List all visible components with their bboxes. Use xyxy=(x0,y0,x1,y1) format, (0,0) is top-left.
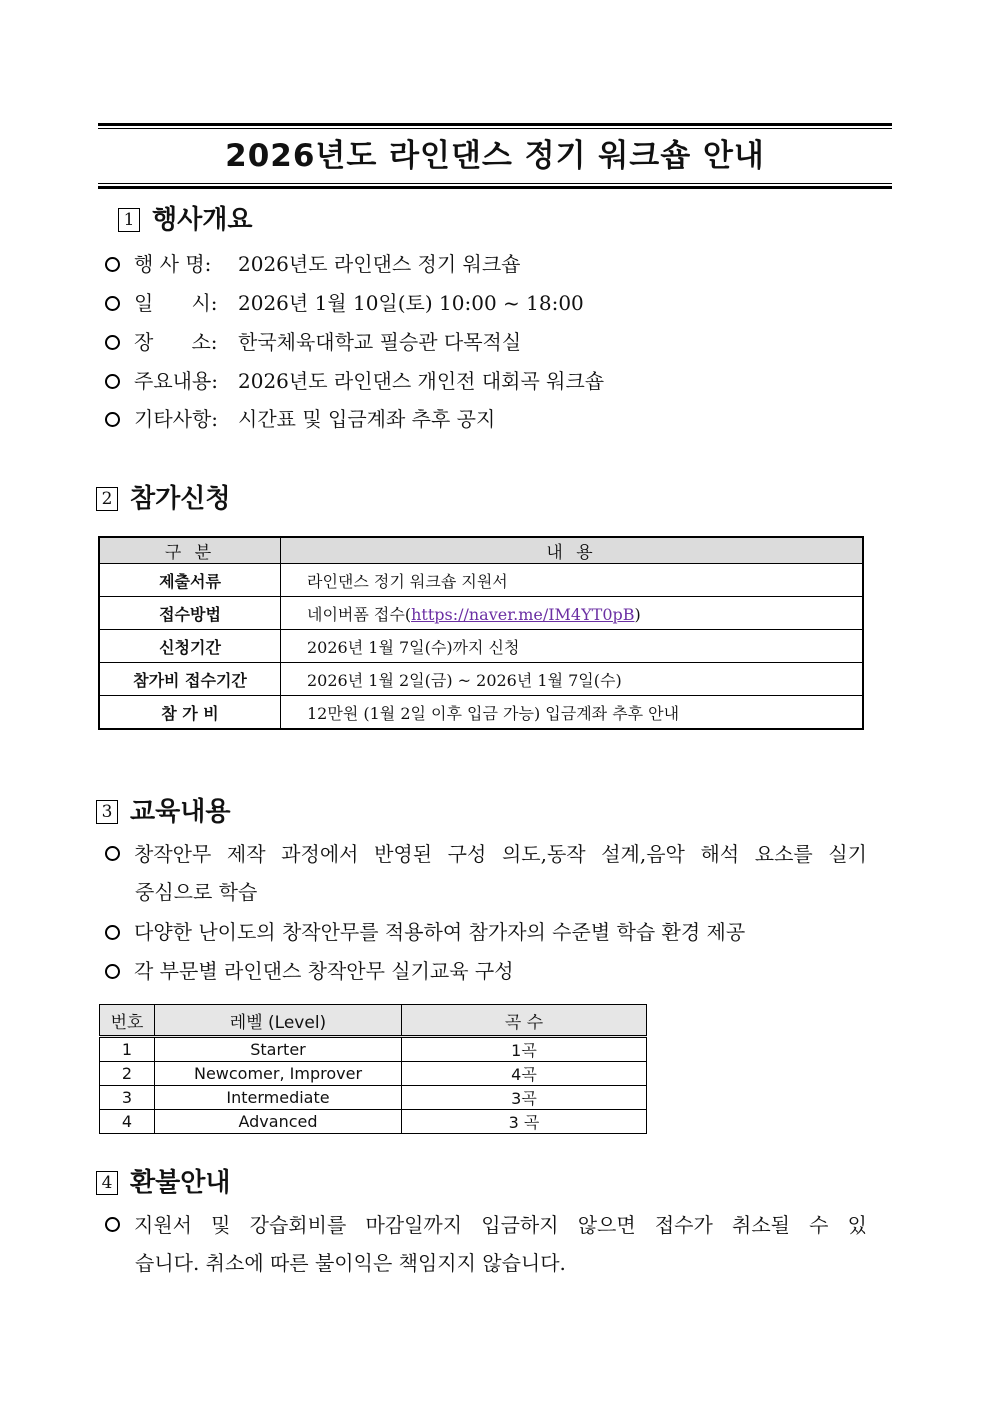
row-key: 제출서류 xyxy=(99,564,281,597)
cell-count: 3곡 xyxy=(402,1086,647,1110)
section-number: 3 xyxy=(96,800,118,824)
table-row xyxy=(100,1062,647,1086)
row-value xyxy=(281,597,864,630)
table-header-cell: 내 용 xyxy=(281,537,864,564)
row-value: 라인댄스 정기 워크숍 지원서 xyxy=(281,564,864,597)
section-title: 행사개요 xyxy=(152,205,253,235)
section-heading-refund xyxy=(96,1168,230,1198)
cell-number: 3 xyxy=(100,1086,155,1110)
bullet-line xyxy=(105,1206,867,1244)
row-key: 참가비 접수기간 xyxy=(99,663,281,696)
row-value: 2026년 1월 2일(금) ~ 2026년 1월 7일(수) xyxy=(281,663,864,696)
title-bottom-rule-thin xyxy=(98,183,892,184)
section-number: 4 xyxy=(96,1171,118,1195)
table-row xyxy=(100,1037,647,1062)
bullet-circle-icon xyxy=(105,846,120,861)
cell-count: 3 곡 xyxy=(402,1110,647,1134)
table-row xyxy=(100,1086,647,1110)
section-title: 교육내용 xyxy=(130,797,231,827)
bullet-text: 지원서 및 강습회비를 마감일까지 입금하지 않으면 접수가 취소될 수 있 xyxy=(134,1213,867,1237)
page-title: 2026년도 라인댄스 정기 워크숍 안내 xyxy=(225,138,765,174)
cell-level: Newcomer, Improver xyxy=(155,1062,402,1086)
section-heading-apply xyxy=(96,484,230,514)
education-bullet xyxy=(105,835,867,911)
section-heading-overview xyxy=(118,205,252,235)
bullet-circle-icon xyxy=(105,335,120,350)
bullet-circle-icon xyxy=(105,925,120,940)
education-bullet xyxy=(105,918,745,946)
row-key: 신청기간 xyxy=(99,630,281,663)
title-top-rule xyxy=(98,123,892,126)
overview-label: 일 시: xyxy=(134,291,218,315)
level-table xyxy=(99,1004,647,1134)
bullet-text: 다양한 난이도의 창작안무를 적용하여 참가자의 수준별 학습 환경 제공 xyxy=(134,920,746,944)
table-row xyxy=(99,564,863,597)
cell-number: 2 xyxy=(100,1062,155,1086)
overview-label: 장 소: xyxy=(134,330,218,354)
table-row xyxy=(100,1110,647,1134)
cell-count: 4곡 xyxy=(402,1062,647,1086)
overview-item xyxy=(105,367,604,395)
overview-item xyxy=(105,405,495,433)
row-key: 접수방법 xyxy=(99,597,281,630)
section-number: 1 xyxy=(118,208,140,232)
table-row xyxy=(99,630,863,663)
overview-value: 2026년도 라인댄스 개인전 대회곡 워크숍 xyxy=(238,369,605,393)
cell-level: Advanced xyxy=(155,1110,402,1134)
education-bullet xyxy=(105,957,514,985)
cell-number: 4 xyxy=(100,1110,155,1134)
bullet-text: 각 부문별 라인댄스 창작안무 실기교육 구성 xyxy=(134,959,514,983)
title-bottom-rule xyxy=(98,186,892,189)
bullet-circle-icon xyxy=(105,1217,120,1232)
bullet-circle-icon xyxy=(105,412,120,427)
overview-value: 시간표 및 입금계좌 추후 공지 xyxy=(238,407,496,431)
bullet-line-continued: 중심으로 학습 xyxy=(135,880,258,904)
title-block xyxy=(98,123,892,189)
section-title: 참가신청 xyxy=(130,484,231,514)
bullet-line xyxy=(105,835,867,873)
cell-level: Starter xyxy=(155,1037,402,1062)
section-number: 2 xyxy=(96,487,118,511)
row-key: 참 가 비 xyxy=(99,696,281,730)
bullet-line-continued: 습니다. 취소에 따른 불이익은 책임지지 않습니다. xyxy=(135,1251,566,1275)
table-header-cell: 곡 수 xyxy=(402,1005,647,1037)
cell-count: 1곡 xyxy=(402,1037,647,1062)
bullet-circle-icon xyxy=(105,964,120,979)
overview-value: 2026년도 라인댄스 정기 워크숍 xyxy=(238,252,521,276)
overview-label: 주요내용: xyxy=(134,369,219,393)
overview-item xyxy=(105,289,584,317)
section-heading-education xyxy=(96,797,230,827)
refund-bullet xyxy=(105,1206,867,1282)
overview-item xyxy=(105,250,521,278)
table-row xyxy=(99,597,863,630)
bullet-circle-icon xyxy=(105,257,120,272)
cell-number: 1 xyxy=(100,1037,155,1062)
value-suffix: ) xyxy=(634,604,641,624)
table-header-row xyxy=(100,1005,647,1037)
table-header-cell: 구 분 xyxy=(99,537,281,564)
overview-label: 기타사항: xyxy=(134,407,219,431)
overview-label: 행 사 명: xyxy=(134,252,212,276)
apply-table xyxy=(98,536,864,730)
bullet-text: 창작안무 제작 과정에서 반영된 구성 의도,동작 설계,음악 해석 요소를 실기 xyxy=(134,842,867,866)
cell-level: Intermediate xyxy=(155,1086,402,1110)
table-row xyxy=(99,696,863,730)
bullet-circle-icon xyxy=(105,374,120,389)
naver-form-link[interactable]: https://naver.me/IM4YT0pB xyxy=(411,604,635,624)
overview-value: 2026년 1월 10일(토) 10:00 ~ 18:00 xyxy=(238,291,584,315)
table-header-row xyxy=(99,537,863,564)
section-title: 환불안내 xyxy=(130,1168,231,1198)
overview-item xyxy=(105,328,521,356)
row-value: 2026년 1월 7일(수)까지 신청 xyxy=(281,630,864,663)
value-prefix: 네이버폼 접수( xyxy=(307,604,412,624)
row-value: 12만원 (1월 2일 이후 입금 가능) 입금계좌 추후 안내 xyxy=(281,696,864,730)
table-header-cell: 레벨 (Level) xyxy=(155,1005,402,1037)
table-header-cell: 번호 xyxy=(100,1005,155,1037)
overview-value: 한국체육대학교 필승관 다목적실 xyxy=(238,330,522,354)
bullet-circle-icon xyxy=(105,296,120,311)
table-row xyxy=(99,663,863,696)
